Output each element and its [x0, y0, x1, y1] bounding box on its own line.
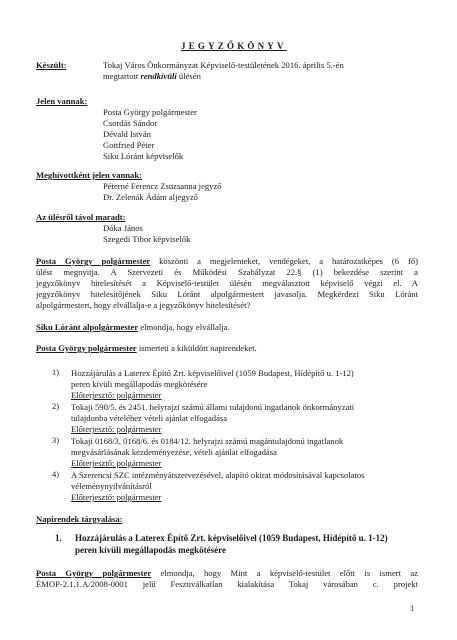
agenda-presenter: Előterjesztő: polgármester — [71, 390, 162, 400]
keszult-label: Készült: — [36, 60, 67, 70]
agenda-presenter: Előterjesztő: polgármester — [71, 424, 162, 434]
jelen-name: Posta György polgármester — [103, 107, 197, 117]
tavol-label: Az ülésről távol maradt: — [36, 212, 126, 222]
para2 — [36, 322, 230, 333]
agenda-line: Hozzájárulás a Laterex Építő Zrt. képviselőivel (1059 Budapest, Hídépítő u. 1-12) — [71, 368, 354, 378]
para4-speaker: Posta György polgármester — [36, 568, 152, 578]
keszult-line-2-emphasis: rendkívüli — [140, 71, 177, 81]
agenda-line: Tokaji 590/5. és 2451. helyrajzi számú állami tulajdonú ingatlanok önkormányzati — [71, 402, 355, 412]
agenda-number: 2) — [52, 402, 59, 411]
item1-heading-line-2: peren kívüli megállapodás megkötésére — [75, 545, 226, 555]
item1-heading-line-1: Hozzájárulás a Laterex Építő Zrt. képviselőivel (1059 Budapest, Hídépítő u. 1-12) — [75, 533, 388, 543]
para4-line-2: ÉMOP-2.1.1.A/2008-0001 jelű Fesztiválkatlan kialakítása Tokaj városában c. projekt — [36, 579, 418, 589]
para3-rest: ismerteti a kiküldött napirendeket. — [136, 343, 257, 353]
napirendek-label: Napirendek tárgyalása: — [36, 514, 123, 524]
jelen-name: Csordás Sándor — [103, 118, 158, 128]
agenda-line: A Szerencsi SZC intézményátszervezésével, alapító okirat módosításával kapcsolatos — [71, 470, 365, 480]
jelen-label: Jelen vannak: — [36, 96, 88, 106]
agenda-number: 4) — [52, 470, 59, 479]
tavol-name: Dóka János — [103, 223, 143, 233]
keszult-line-2 — [103, 71, 201, 82]
tavol-name: Szegedi Tibor képviselők — [103, 234, 191, 244]
para2-speaker: Siku Lóránt alpolgármester — [36, 322, 139, 332]
agenda-line: peren kívüli megállapodás megkötésére — [71, 379, 208, 389]
para2-rest: elmondja, hogy elvállalja. — [138, 322, 230, 332]
item1-number: 1. — [55, 533, 62, 543]
para1-line: ülést megnyitja. A Szervezeti és Működési Szabályzat 22.§ (1) bekezdése szerint a — [36, 267, 418, 277]
agenda-number: 1) — [52, 368, 59, 377]
agenda-presenter: Előterjesztő: polgármester — [71, 458, 162, 468]
para3 — [36, 343, 257, 354]
jelen-name: Dévald István — [103, 129, 151, 139]
document-title: JEGYZŐKÖNYV — [181, 41, 287, 51]
agenda-number: 3) — [52, 436, 59, 445]
para1-line-1 — [36, 256, 418, 267]
agenda-line: Tokaji 0168/3, 0168/6. és 0184/12. helyrajzi számú magántulajdonú ingatlanok — [71, 436, 344, 446]
keszult-line-2-pre: megtartott — [103, 71, 141, 81]
keszult-line-2-post: ülésén — [176, 71, 201, 81]
keszult-line-1: Tokaj Város Önkormányzat Képviselő-testületének 2016. április 5.-én — [103, 60, 344, 70]
jelen-name: Siku Lóránt képviselők — [103, 151, 184, 161]
agenda-line: tulajdonba vételéhez vételi ajánlat elfogadása — [71, 413, 228, 423]
para1-line: jegyzőkönyv hitelesítését a Képviselő-testület ülésén megválasztott képviselő végzi el. A — [36, 278, 418, 288]
para1-line: alpolgármestert, hogy elvállalja-e a jegyzőkönyv hitelesítését? — [36, 300, 251, 310]
meghivott-label: Meghívottként jelen vannak: — [36, 170, 142, 180]
page-number: 1 — [410, 603, 415, 613]
jelen-name: Gottfried Péter — [103, 140, 155, 150]
agenda-line: véleménynyilvánításról — [71, 481, 152, 491]
agenda-line: megvásárlásának kezdeményezése, vételi ajánlat elfogadása — [71, 447, 277, 457]
para1-line: jegyzőkönyv hitelesítőjének Siku Lóránt alpolgármestert javasolja. Megkérdezi Siku Lóránt — [36, 289, 418, 299]
agenda-presenter: Előterjesztő: polgármester — [71, 492, 162, 502]
meghivott-name: Dr. Zelenák Ádám aljegyző — [103, 192, 198, 202]
para4-line-1-rest: elmondja, hogy Mint a képviselő-testület előtt is ismert az — [151, 568, 418, 578]
meghivott-name: Péterné Ferencz Zsuzsanna jegyző — [103, 181, 222, 191]
para1-line-1-rest: köszönti a megjelenteket, vendégeket, a határozatképes (6 fő) — [150, 256, 419, 266]
para3-speaker: Posta György polgármester — [36, 343, 137, 353]
para1-speaker: Posta György polgármester — [36, 256, 151, 266]
para4-line-1 — [36, 568, 418, 579]
